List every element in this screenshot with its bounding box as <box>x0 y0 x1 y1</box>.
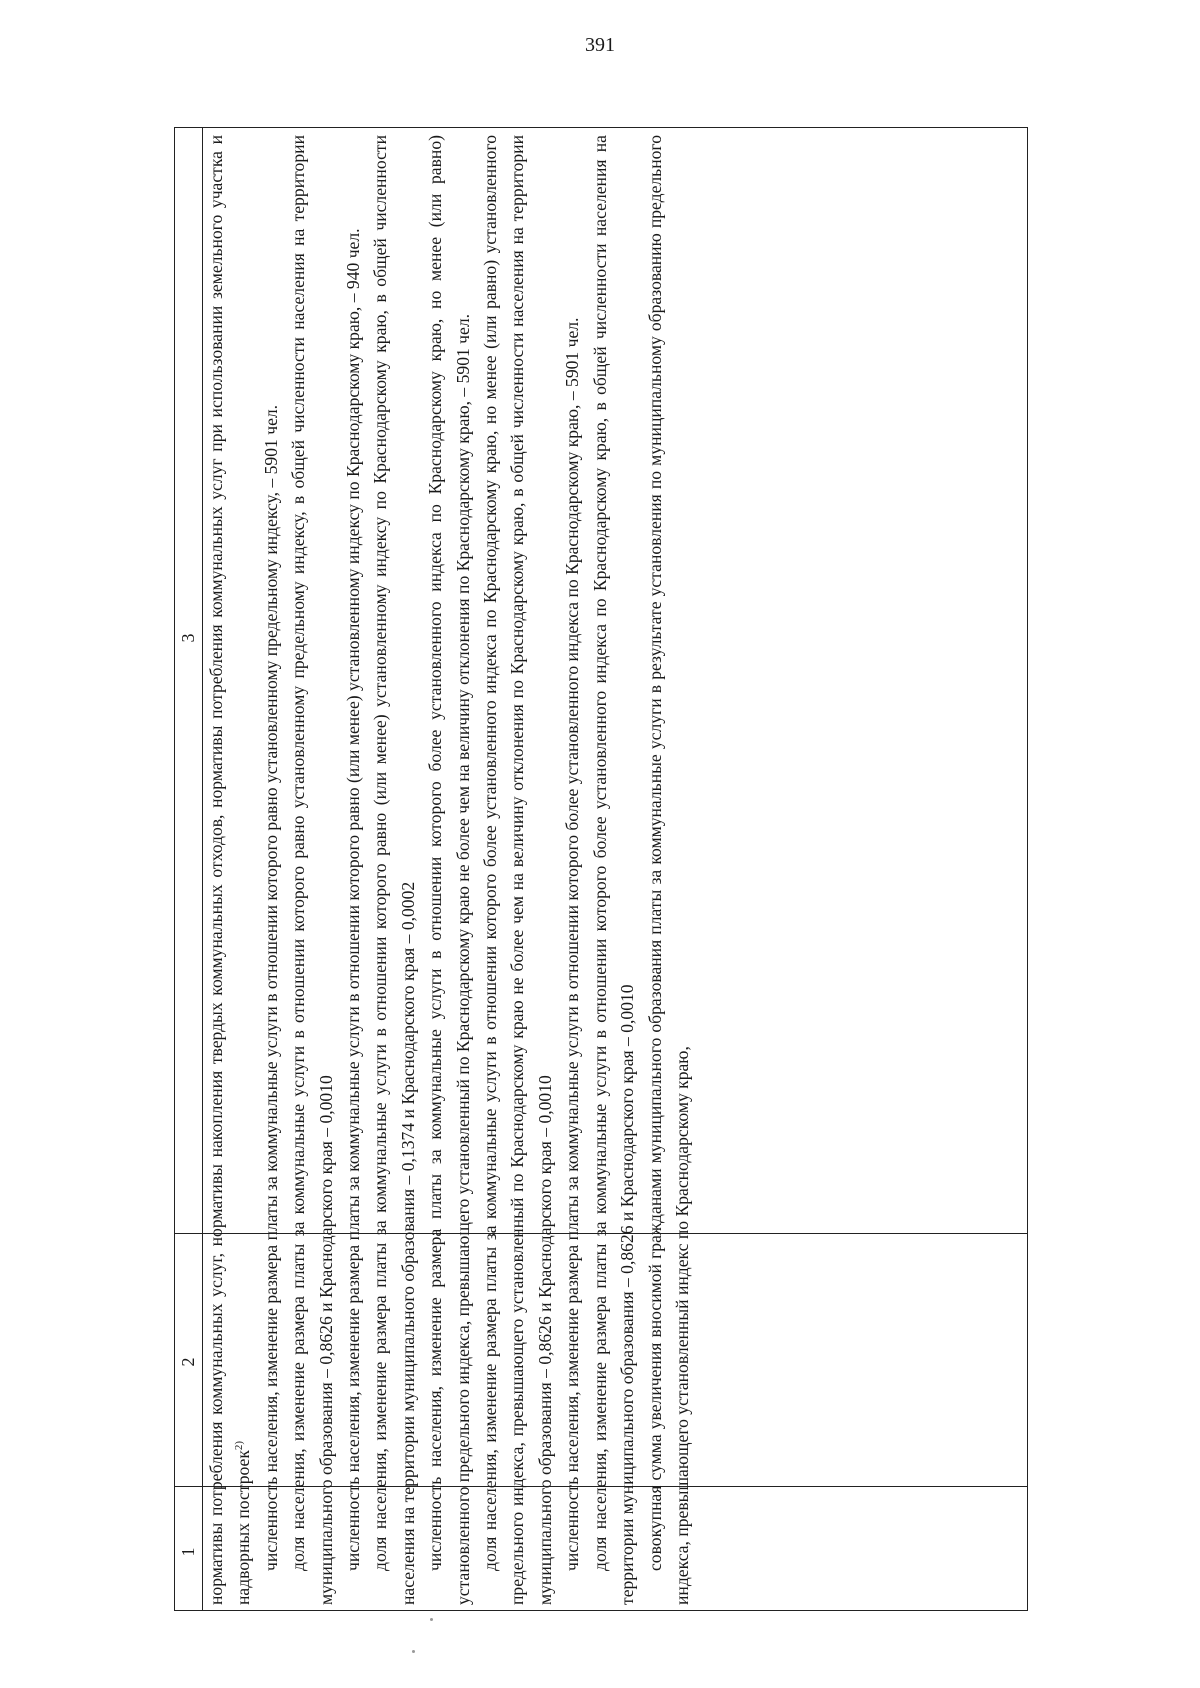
column-3-paragraph: доля населения, изменение размера платы за коммунальные услуги в отношении которого более установленного индекса по Краснодарскому краю, в общей численности населения на территории муниципального образования – 0,8626 и Краснодарского края – 0,0010 <box>589 135 638 1605</box>
column-3-paragraph: численность населения, изменение размера платы за коммунальные услуги в отношении которого равно установленному предельному индексу, – 5901 чел. <box>260 404 281 1571</box>
column-3-cell <box>201 135 1027 1605</box>
column-header-1: 1 <box>177 1547 198 1557</box>
column-3-paragraph: численность населения, изменение размера платы за коммунальные услуги в отношении которого равно (или менее) установленному индексу по Краснодарскому краю, – 940 чел. <box>343 228 364 1571</box>
column-3-paragraph: численность населения, изменение размера платы за коммунальные услуги в отношении которого более установленного индекса по Краснодарскому краю, но менее (или равно) установленного предельного индекса, превышающего установленный по Краснодарскому краю не более чем на величину отклонения по Краснодарскому краю, – 5901 чел. <box>425 135 473 1605</box>
column-3-paragraph: доля населения, изменение размера платы за коммунальные услуги в отношении которого равно (или менее) установленному индексу по Краснодарскому краю, в общей численности населения на территории муниципального образования – 0,1374 и Краснодарского края – 0,0002 <box>370 135 418 1605</box>
column-header-2: 2 <box>177 1357 198 1367</box>
column-3-paragraph: численность населения, изменение размера платы за коммунальные услуги в отношении которого более установленного индекса по Краснодарскому краю, – 5901 чел. <box>562 317 583 1571</box>
page-number: 391 <box>585 34 615 56</box>
column-3-paragraph: совокупная сумма увеличения вносимой гражданами муниципального образования платы за коммунальные услуги в результате установления по муниципальному образованию предельного индекса, превышающего установленный индекс по Краснодарскому краю, <box>644 135 692 1605</box>
column-header-3: 3 <box>177 633 198 643</box>
column-3-paragraph: нормативы потребления коммунальных услуг, нормативы накопления твердых коммунальных отходов, нормативы потребления коммунальных услуг при использовании земельного участка и надворных построек$^{2)}$ <box>206 135 254 1605</box>
footnote-marker: 2) <box>233 1440 246 1451</box>
scan-speck <box>430 1618 433 1621</box>
scan-speck <box>412 1650 415 1653</box>
column-3-paragraph: доля населения, изменение размера платы за коммунальные услуги в отношении которого более установленного индекса по Краснодарскому краю, но менее (или равно) установленного предельного индекса, превышающего установленный по Краснодарскому краю не более чем на величину отклонения по Краснодарскому краю, в общей численности населения на территории муниципального образования – 0,8626 и Краснодарского края – 0,0010 <box>480 135 555 1605</box>
column-3-text <box>201 135 696 1605</box>
column-3-paragraph: доля населения, изменение размера платы за коммунальные услуги в отношении которого равно установленному предельному индексу, в общей численности населения на территории муниципального образования – 0,8626 и Краснодарского края – 0,0010 <box>288 135 336 1605</box>
